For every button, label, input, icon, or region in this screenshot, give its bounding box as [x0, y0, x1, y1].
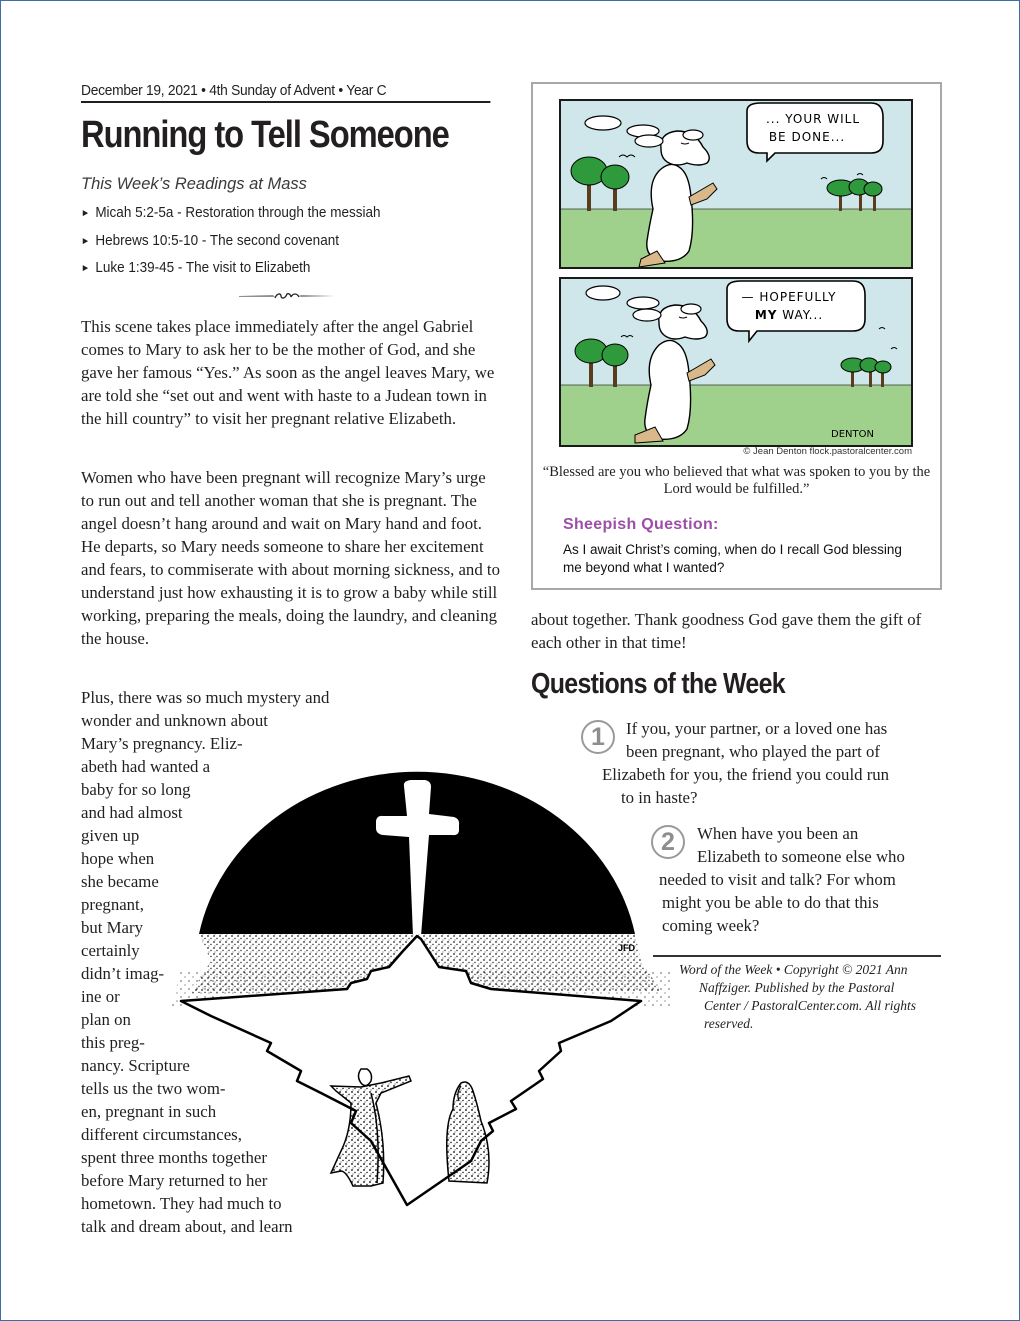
comic-credit: © Jean Denton flock.pastoralcenter.com: [743, 446, 912, 457]
flourish-divider-icon: [239, 291, 335, 301]
right-triangle-icon: ►: [81, 263, 90, 274]
speech-bubble-text: MY WAY...: [754, 308, 824, 322]
page-title: Running to Tell Someone: [81, 114, 449, 156]
sheep-praying-illustration: [561, 101, 911, 267]
comic-panel-2: [559, 277, 913, 447]
article-paragraph-3-end: about together. Thank goodness God gave them the gift of each other in that time!: [531, 610, 922, 652]
question-number-1-icon: 1: [581, 720, 615, 754]
speech-bubble-text: BE DONE...: [768, 130, 846, 144]
article-paragraph-1: This scene takes place immediately after the angel Gabriel comes to Mary to ask her to be the mother of God, and she gave her famous “Yes.” As soon as the angel leaves Mary, we are told she “set out and went with haste to a Judean town in the hill country” to visit her pregnant relative Elizabeth.: [81, 317, 495, 428]
artist-signature: JFD: [618, 943, 636, 953]
sheepish-question-text: As I await Christ’s coming, when do I recall God blessing me beyond what I wanted?: [563, 542, 902, 575]
copyright-footer: Word of the Week • Copyright © 2021 Ann Naffziger. Published by the Pastoral Center / PastoralCenter.com. All rights reserved.: [679, 962, 916, 1031]
question-2: When have you been an Elizabeth to someone else who needed to visit and talk? For whom might you be able to do that this coming week?: [659, 824, 905, 935]
reading-item: ► Micah 5:2-5a - Restoration through the messiah: [81, 204, 381, 221]
question-number-2-icon: 2: [651, 825, 685, 859]
dateline: December 19, 2021 • 4th Sunday of Advent • Year C: [81, 82, 490, 103]
comic-box: [531, 82, 942, 590]
footer-divider: [653, 955, 941, 957]
readings-list: [81, 204, 414, 287]
sheepish-question-title: Sheepish Question:: [563, 516, 719, 533]
reading-item: ► Luke 1:39-45 - The visit to Elizabeth: [81, 259, 311, 276]
speech-bubble-text: ... YOUR WILL: [765, 112, 861, 126]
reading-item: ► Hebrews 10:5-10 - The second covenant: [81, 231, 339, 249]
question-1: If you, your partner, or a loved one has been pregnant, who played the part of Elizabeth for you, the friend you could run to in haste?: [602, 719, 890, 807]
right-triangle-icon: ►: [81, 235, 90, 247]
questions-heading: Questions of the Week: [531, 668, 785, 700]
visitation-cross-illustration: [171, 731, 671, 1231]
article-paragraph-3: Plus, there was so much mystery and wonder and unknown about Mary’s pregnancy. Eliz- abeth had wanted a baby for so long and had almost given up hope when she became pregnant, but Mary certainly didn’t imag- ine or plan on this preg- nancy. Scripture tells us the two wom- en, pregnant in such different circumstances, spent three months together before Mary returned to her hometown. They had much to talk and dream about, and learn: [81, 688, 330, 1236]
sheep-praying-illustration: [561, 279, 911, 445]
readings-heading: This Week’s Readings at Mass: [81, 175, 307, 193]
scripture-quote: “Blessed are you who believed that what was spoken to you by the Lord would be fulfilled.”: [542, 464, 931, 497]
speech-bubble-text: — HOPEFULLY: [741, 290, 837, 304]
comic-signature: DENTON: [831, 429, 874, 440]
article-paragraph-2: Women who have been pregnant will recognize Mary’s urge to run out and tell another woman that she is pregnant. The angel doesn’t hang around and wait on Mary hand and foot. He departs, so Mary needs someone to share her excitement and fears, to commiserate with about morning sickness, and to understand just how exhausting it is to grow a baby while still working, preparing the meals, doing the laundry, and cleaning the house.: [81, 468, 500, 648]
right-triangle-icon: ►: [81, 208, 90, 219]
comic-panel-1: [559, 99, 913, 269]
